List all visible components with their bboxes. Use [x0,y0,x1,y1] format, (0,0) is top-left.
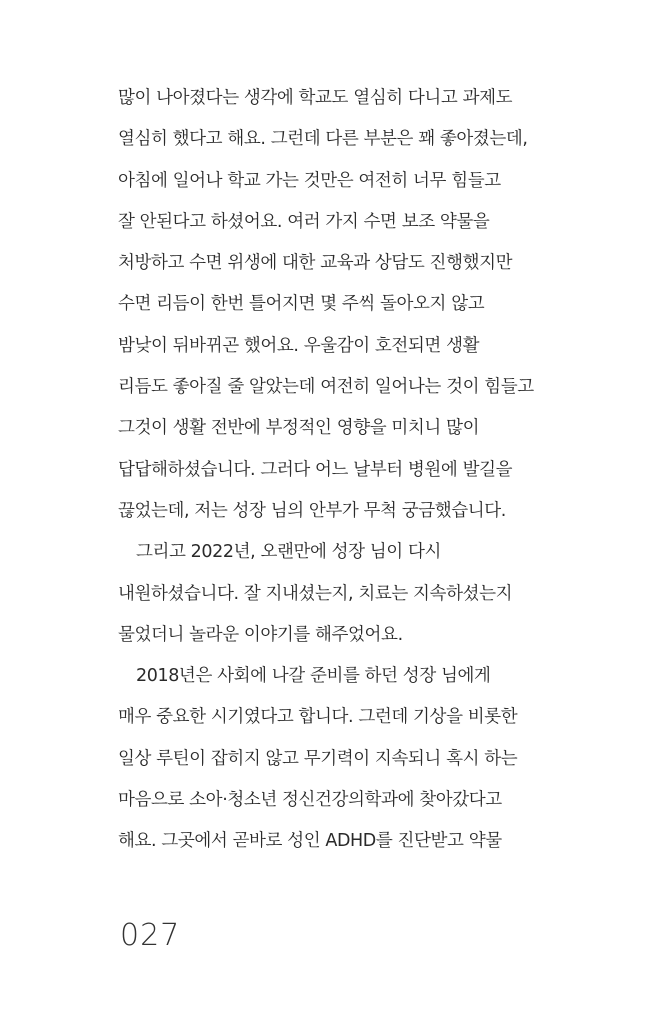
text-line: 잘 안된다고 하셨어요. 여러 가지 수면 보조 약물을 [118,211,490,232]
text-line: 수면 리듬이 한번 틀어지면 몇 주씩 돌아오지 않고 [118,294,485,315]
paragraph-start-line: 2018년은 사회에 나갈 준비를 하던 성장 님에게 [136,666,491,687]
text-line: 내원하셨습니다. 잘 지내셨는지, 치료는 지속하셨는지 [118,583,513,604]
text-line: 매우 중요한 시기였다고 합니다. 그런데 기상을 비롯한 [118,707,518,728]
text-line: 그것이 생활 전반에 부정적인 영향을 미치니 많이 [118,418,480,439]
text-line: 해요. 그곳에서 곧바로 성인 ADHD를 진단받고 약물 [118,831,502,852]
text-line: 열심히 했다고 해요. 그런데 다른 부분은 꽤 좋아졌는데, [118,129,528,150]
text-line: 답답해하셨습니다. 그러다 어느 날부터 병원에 발길을 [118,459,513,480]
text-line: 일상 루틴이 잡히지 않고 무기력이 지속되니 혹시 하는 [118,748,518,769]
text-line: 많이 나아졌다는 생각에 학교도 열심히 다니고 과제도 [118,88,513,108]
text-line: 물었더니 놀라운 이야기를 해주었어요. [118,624,403,645]
page-number: 027 [120,918,181,953]
text-line: 밤낮이 뒤바뀌곤 했어요. 우울감이 호전되면 생활 [118,335,480,356]
paragraph-start-line: 그리고 2022년, 오랜만에 성장 님이 다시 [136,542,441,563]
text-line: 처방하고 수면 위생에 대한 교육과 상담도 진행했지만 [118,253,513,274]
text-line: 끊었는데, 저는 성장 님의 안부가 무척 궁금했습니다. [118,500,506,521]
text-line: 리듬도 좋아질 줄 알았는데 여전히 일어나는 것이 힘들고 [118,377,534,398]
text-line: 마음으로 소아·청소년 정신건강의학과에 찾아갔다고 [118,790,502,811]
body-text [118,78,618,863]
text-line: 아침에 일어나 학교 가는 것만은 여전히 너무 힘들고 [118,170,501,191]
